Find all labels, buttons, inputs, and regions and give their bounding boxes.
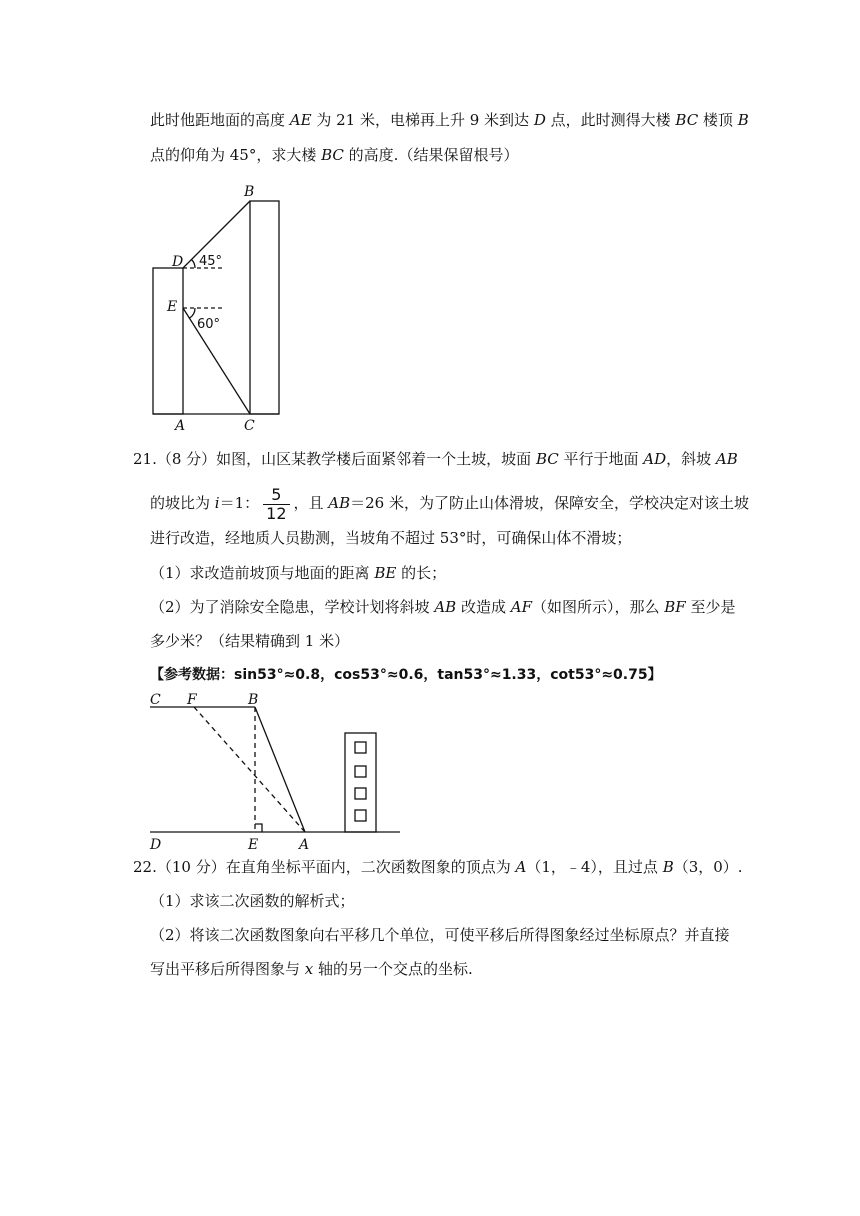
text: （1，﹣4），且过点 — [526, 858, 663, 876]
text: ＝26 米，为了防止山体滑坡，保障安全，学校决定对该土坡 — [350, 494, 749, 512]
angle-arc-d — [192, 260, 196, 269]
var: B — [737, 111, 749, 129]
text: 为 21 米，电梯再上升 9 米到达 — [311, 111, 534, 129]
var: A — [515, 858, 527, 876]
q20-text-line-1 — [150, 110, 749, 130]
text: 的长； — [396, 564, 447, 582]
var: AB — [434, 598, 457, 616]
text: 至少是 — [685, 598, 736, 616]
text: （如图所示），那么 — [531, 598, 665, 616]
q21-text-line-2 — [150, 483, 749, 523]
text: 点，此时测得大楼 — [545, 111, 676, 129]
label-b: B — [244, 184, 255, 200]
text: 轴的另一个交点的坐标. — [313, 960, 473, 978]
label-a: A — [175, 418, 186, 434]
label-c: C — [150, 692, 161, 708]
text: 平行于地面 — [558, 450, 644, 468]
window-1 — [355, 742, 366, 753]
sight-line-ec — [183, 308, 250, 414]
text: 改造成 — [456, 598, 511, 616]
q21-sub-question-2-cont: 多少米？（结果精确到 1 米） — [150, 632, 350, 650]
q22-sub-question-2: （2）将该二次函数图象向右平移几个单位，可使平移后所得图象经过坐标原点？并直接 — [150, 926, 730, 944]
text: （2）为了消除安全隐患，学校计划将斜坡 — [150, 598, 435, 616]
right-angle-mark — [255, 824, 262, 832]
var: i — [214, 494, 220, 512]
label-a: A — [299, 837, 310, 853]
text: 的坡比为 — [150, 494, 215, 512]
fraction-denominator: 12 — [266, 503, 287, 523]
window-4 — [355, 810, 366, 821]
slope-ab — [255, 707, 305, 832]
angle-label-60: 60° — [197, 317, 221, 332]
q22-sub-question-2-cont — [150, 959, 473, 979]
text: ，斜坡 — [666, 450, 716, 468]
text: 21.（8 分）如图，山区某教学楼后面紧邻着一个土坡，坡面 — [133, 450, 536, 468]
var: BC — [321, 146, 344, 164]
label-c: C — [244, 418, 255, 434]
fraction-numerator: 5 — [263, 486, 289, 505]
var: D — [533, 111, 546, 129]
left-building — [153, 268, 183, 414]
text: 的高度.（结果保留根号） — [343, 146, 519, 164]
label-d: D — [150, 837, 162, 853]
var: AB — [328, 494, 351, 512]
q21-text-line-3: 进行改造，经地质人员勘测，当坡角不超过 53°时，可确保山体不滑坡； — [150, 529, 632, 547]
label-e: E — [248, 837, 259, 853]
q21-text-line-1 — [133, 449, 738, 469]
label-d: D — [172, 254, 184, 270]
q21-sub-question-2 — [150, 597, 735, 617]
text: 点的仰角为 45°，求大楼 — [150, 146, 322, 164]
text: ＝1： — [219, 494, 260, 512]
slope-af-dashed — [194, 707, 305, 832]
var: BC — [675, 111, 699, 129]
text: 22.（10 分）在直角坐标平面内，二次函数图象的顶点为 — [133, 858, 516, 876]
angle-label-45: 45° — [199, 254, 223, 269]
q21-reference-data: 【参考数据：sin53°≈0.8，cos53°≈0.6，tan53°≈1.33，cot53°≈0.75】 — [150, 667, 662, 683]
text: 写出平移后所得图象与 — [150, 960, 305, 978]
text: 楼顶 — [698, 111, 738, 129]
var: BC — [535, 450, 559, 468]
label-f: F — [187, 692, 197, 708]
var: AD — [643, 450, 667, 468]
var: x — [304, 960, 314, 978]
var: BF — [664, 598, 686, 616]
text: （1）求改造前坡顶与地面的距离 — [150, 564, 375, 582]
var: AE — [289, 111, 312, 129]
var: B — [662, 858, 674, 876]
var: AB — [715, 450, 738, 468]
text: 此时他距地面的高度 — [150, 111, 290, 129]
q22-sub-question-1: （1）求该二次函数的解析式； — [150, 892, 355, 910]
sight-line-db — [183, 201, 250, 268]
var: AF — [510, 598, 532, 616]
var: BE — [374, 564, 397, 582]
text: ，且 — [293, 494, 329, 512]
right-building — [250, 201, 279, 414]
window-3 — [355, 788, 366, 799]
school-building — [345, 733, 376, 832]
q22-text-line-1 — [133, 857, 743, 877]
slope-fraction — [263, 486, 289, 523]
q20-text-line-2 — [150, 145, 518, 165]
label-b: B — [248, 692, 259, 708]
window-2 — [355, 766, 366, 777]
text: （3，0）. — [673, 858, 743, 876]
label-e: E — [167, 299, 178, 315]
angle-arc-e — [189, 308, 195, 318]
q21-sub-question-1 — [150, 563, 446, 583]
